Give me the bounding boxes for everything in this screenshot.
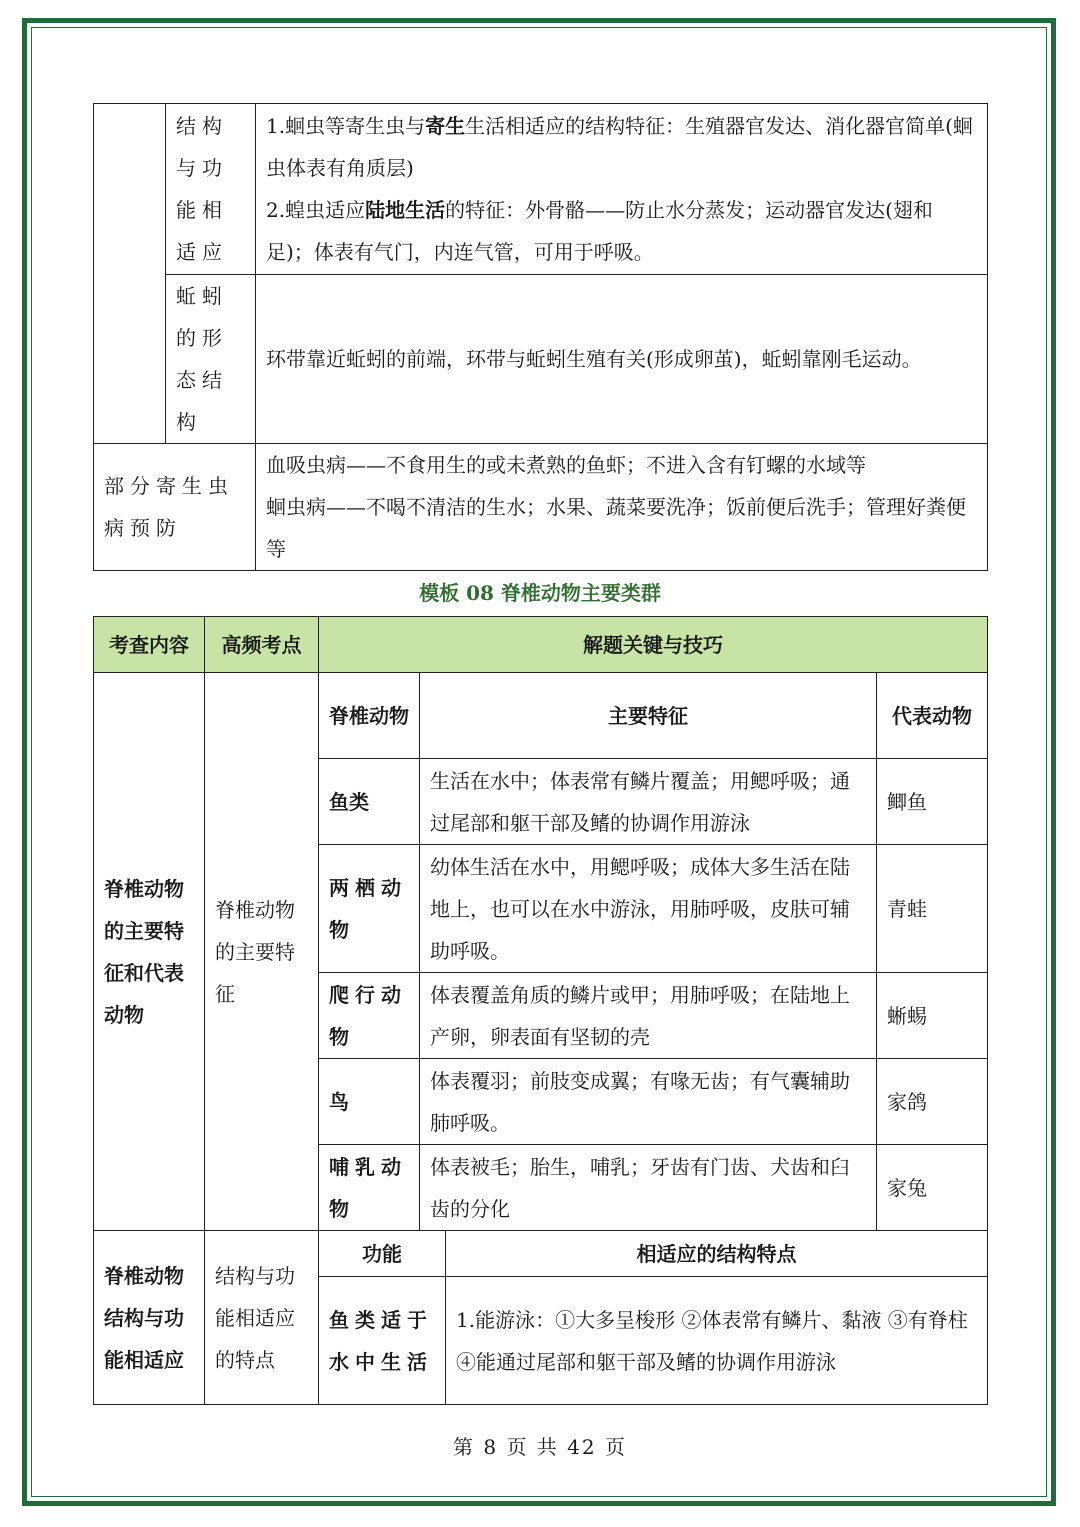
- content-label: 脊椎动物的主要特征和代表动物: [94, 673, 205, 1231]
- feature-fish: 生活在水中；体表常有鳞片覆盖；用鳃呼吸；通过尾部和躯干部及鳍的协调作用游泳: [420, 759, 877, 845]
- group-amphibian: 两栖动物: [319, 845, 420, 973]
- feature-bird: 体表覆羽；前肢变成翼；有喙无齿；有气囊辅助肺呼吸。: [420, 1059, 877, 1145]
- struct-function-text: [256, 104, 988, 275]
- parasite-prevention-label: 部分寄生虫病预防: [94, 444, 256, 571]
- subheader-animal: 代表动物: [877, 673, 988, 759]
- animal-amphibian: 青蛙: [877, 845, 988, 973]
- animal-fish: 鲫鱼: [877, 759, 988, 845]
- subheader-structure: 相适应的结构特点: [446, 1231, 988, 1277]
- structure-function-table: [93, 1230, 988, 1405]
- feature-amphibian: 幼体生活在水中，用鳃呼吸；成体大多生活在陆地上，也可以在水中游泳，用肺呼吸，皮肤可辅助呼吸。: [420, 845, 877, 973]
- struct-function-label: 结构与功能相适应: [166, 104, 256, 275]
- subheader-feature: 主要特征: [420, 673, 877, 759]
- header-key: 解题关键与技巧: [319, 617, 988, 673]
- animal-reptile: 蜥蜴: [877, 973, 988, 1059]
- page-number: 第 8 页 共 42 页: [453, 1435, 627, 1459]
- section-title: 模板 08 脊椎动物主要类群: [419, 581, 661, 605]
- text-fragment: 的特征：外骨骼——防止水分蒸发；运动器官发达(翅和足)；体表有气门，内连气管，可用于呼吸。: [266, 198, 933, 264]
- group-mammal: 哺乳动物: [319, 1145, 420, 1231]
- emphasis-land-life: 陆地生活: [365, 198, 446, 222]
- animal-bird: 家鸽: [877, 1059, 988, 1145]
- content-label-2: 脊椎动物结构与功能相适应: [94, 1231, 205, 1405]
- parasite-table: [93, 103, 988, 571]
- parasite-prevention-text: [256, 444, 988, 571]
- earthworm-text: 环带靠近蚯蚓的前端，环带与蚯蚓生殖有关(形成卵茧)，蚯蚓靠刚毛运动。: [256, 275, 988, 444]
- feature-mammal: 体表被毛；胎生，哺乳；牙齿有门齿、犬齿和臼齿的分化: [420, 1145, 877, 1231]
- prevention-ascariasis: 蛔虫病——不喝不清洁的生水；水果、蔬菜要洗净；饭前便后洗手；管理好粪便等: [266, 495, 966, 561]
- group-bird: 鸟: [319, 1059, 420, 1145]
- structure-fish: [446, 1277, 988, 1405]
- structure-line: ④能通过尾部和躯干部及鳍的协调作用游泳: [456, 1349, 836, 1374]
- point-label: 脊椎动物的主要特征: [205, 673, 319, 1231]
- text-fragment: 2.蝗虫适应: [266, 198, 366, 222]
- feature-reptile: 体表覆盖角质的鳞片或甲；用肺呼吸；在陆地上产卵，卵表面有坚韧的壳: [420, 973, 877, 1059]
- group-reptile: 爬行动物: [319, 973, 420, 1059]
- earthworm-label: 蚯蚓的形态结构: [166, 275, 256, 444]
- prevention-schistosomiasis: 血吸虫病——不食用生的或未煮熟的鱼虾；不进入含有钉螺的水域等: [266, 453, 866, 477]
- subheader-group: 脊椎动物: [319, 673, 420, 759]
- point-label-2: 结构与功能相适应的特点: [205, 1231, 319, 1405]
- empty-category-cell: [94, 104, 166, 444]
- group-fish: 鱼类: [319, 759, 420, 845]
- header-point: 高频考点: [205, 617, 319, 673]
- vertebrate-table: [93, 616, 988, 1231]
- emphasis-parasitic: 寄生: [425, 114, 466, 138]
- subheader-function: 功能: [319, 1231, 446, 1277]
- text-fragment: 生活相适应的结构特征：生殖器官发达、消化器官简单(蛔虫体表有角质层): [266, 114, 973, 180]
- function-fish: 鱼类适于水中生活: [319, 1277, 446, 1405]
- header-content: 考查内容: [94, 617, 205, 673]
- structure-line: 1.能游泳：①大多呈梭形 ②体表常有鳞片、黏液 ③有脊柱: [456, 1307, 968, 1332]
- animal-mammal: 家兔: [877, 1145, 988, 1231]
- text-fragment: 1.蛔虫等寄生虫与: [266, 114, 426, 138]
